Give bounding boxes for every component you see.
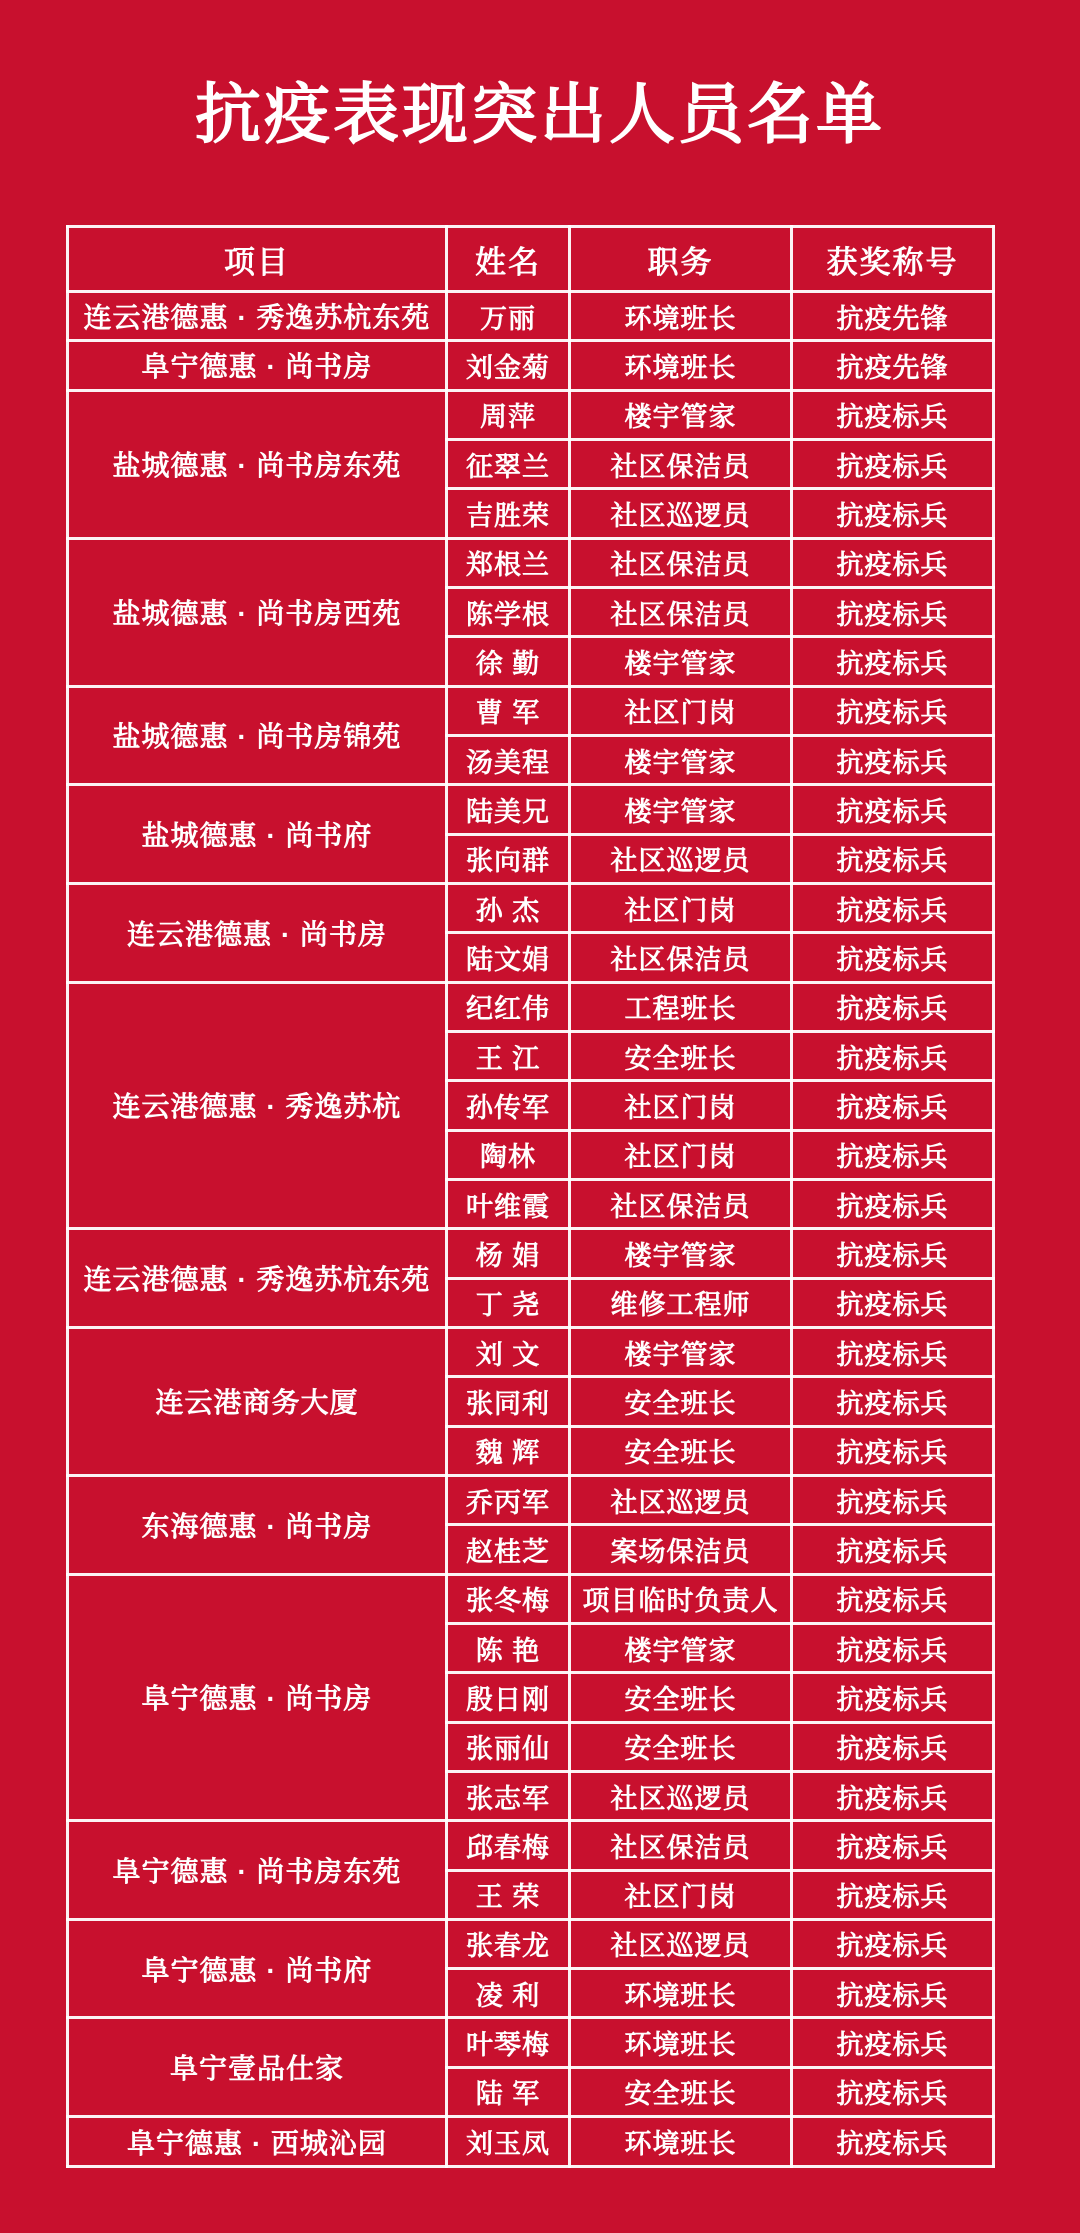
header-project: 项目 [68, 227, 447, 292]
project-cell: 东海德惠 · 尚书房 [68, 1475, 447, 1574]
role-cell: 社区保洁员 [570, 439, 792, 488]
role-cell: 案场保洁员 [570, 1525, 792, 1574]
header-role: 职务 [570, 227, 792, 292]
award-cell: 抗疫标兵 [792, 1870, 994, 1919]
name-cell: 孙传军 [447, 1081, 570, 1130]
name-cell: 邱春梅 [447, 1821, 570, 1870]
award-cell: 抗疫标兵 [792, 1278, 994, 1327]
table-body [68, 292, 994, 2167]
award-cell: 抗疫标兵 [792, 1673, 994, 1722]
name-cell: 徐 勤 [447, 637, 570, 686]
role-cell: 楼宇管家 [570, 735, 792, 784]
name-cell: 张丽仙 [447, 1722, 570, 1771]
name-cell: 陆美兄 [447, 785, 570, 834]
award-cell: 抗疫标兵 [792, 1722, 994, 1771]
award-cell: 抗疫标兵 [792, 1919, 994, 1968]
name-cell: 刘玉凤 [447, 2117, 570, 2167]
award-cell: 抗疫标兵 [792, 834, 994, 883]
award-cell: 抗疫标兵 [792, 1179, 994, 1228]
project-cell: 阜宁德惠 · 尚书房 [68, 1574, 447, 1821]
award-cell: 抗疫先锋 [792, 341, 994, 390]
award-cell: 抗疫标兵 [792, 2018, 994, 2067]
award-cell: 抗疫标兵 [792, 1969, 994, 2018]
role-cell: 安全班长 [570, 1722, 792, 1771]
award-cell: 抗疫标兵 [792, 1031, 994, 1080]
name-cell: 孙 杰 [447, 883, 570, 932]
award-cell: 抗疫标兵 [792, 2067, 994, 2116]
project-cell: 盐城德惠 · 尚书房锦苑 [68, 686, 447, 785]
project-cell: 盐城德惠 · 尚书房西苑 [68, 538, 447, 686]
name-cell: 曹 军 [447, 686, 570, 735]
table-row [68, 1919, 994, 1968]
role-cell: 楼宇管家 [570, 1623, 792, 1672]
project-cell: 连云港德惠 · 秀逸苏杭 [68, 982, 447, 1229]
award-cell: 抗疫标兵 [792, 982, 994, 1031]
role-cell: 社区门岗 [570, 1130, 792, 1179]
role-cell: 社区巡逻员 [570, 489, 792, 538]
name-cell: 丁 尧 [447, 1278, 570, 1327]
project-cell: 阜宁德惠 · 尚书房 [68, 341, 447, 390]
name-cell: 陶林 [447, 1130, 570, 1179]
award-cell: 抗疫标兵 [792, 1229, 994, 1278]
name-cell: 殷日刚 [447, 1673, 570, 1722]
name-cell: 万丽 [447, 292, 570, 341]
page-title: 抗疫表现突出人员名单 [195, 77, 885, 151]
name-cell: 周萍 [447, 390, 570, 439]
role-cell: 社区门岗 [570, 883, 792, 932]
role-cell: 社区保洁员 [570, 1179, 792, 1228]
award-cell: 抗疫标兵 [792, 587, 994, 636]
role-cell: 安全班长 [570, 1377, 792, 1426]
role-cell: 楼宇管家 [570, 1327, 792, 1376]
role-cell: 社区门岗 [570, 686, 792, 735]
role-cell: 社区巡逻员 [570, 834, 792, 883]
role-cell: 安全班长 [570, 2067, 792, 2116]
role-cell: 环境班长 [570, 2018, 792, 2067]
name-cell: 叶琴梅 [447, 2018, 570, 2067]
table-row [68, 686, 994, 735]
role-cell: 项目临时负责人 [570, 1574, 792, 1623]
role-cell: 社区巡逻员 [570, 1919, 792, 1968]
name-cell: 张向群 [447, 834, 570, 883]
name-cell: 征翠兰 [447, 439, 570, 488]
project-cell: 连云港德惠 · 尚书房 [68, 883, 447, 982]
table-row [68, 1821, 994, 1870]
name-cell: 刘金菊 [447, 341, 570, 390]
award-cell: 抗疫标兵 [792, 785, 994, 834]
name-cell: 叶维霞 [447, 1179, 570, 1228]
name-cell: 陈学根 [447, 587, 570, 636]
award-cell: 抗疫标兵 [792, 1377, 994, 1426]
role-cell: 环境班长 [570, 292, 792, 341]
table-row [68, 341, 994, 390]
role-cell: 环境班长 [570, 1969, 792, 2018]
award-cell: 抗疫标兵 [792, 390, 994, 439]
name-cell: 张志军 [447, 1771, 570, 1820]
name-cell: 陆文娟 [447, 933, 570, 982]
name-cell: 刘 文 [447, 1327, 570, 1376]
name-cell: 王 江 [447, 1031, 570, 1080]
project-cell: 阜宁德惠 · 尚书府 [68, 1919, 447, 2018]
header-name: 姓名 [447, 227, 570, 292]
role-cell: 楼宇管家 [570, 785, 792, 834]
award-cell: 抗疫标兵 [792, 883, 994, 932]
project-cell: 连云港商务大厦 [68, 1327, 447, 1475]
role-cell: 环境班长 [570, 341, 792, 390]
role-cell: 社区保洁员 [570, 538, 792, 587]
table-row [68, 538, 994, 587]
table-row [68, 2018, 994, 2067]
award-cell: 抗疫先锋 [792, 292, 994, 341]
table-row [68, 2117, 994, 2167]
table-row [68, 1229, 994, 1278]
role-cell: 楼宇管家 [570, 637, 792, 686]
award-cell: 抗疫标兵 [792, 1426, 994, 1475]
project-cell: 阜宁壹品仕家 [68, 2018, 447, 2117]
header-award: 获奖称号 [792, 227, 994, 292]
award-cell: 抗疫标兵 [792, 1623, 994, 1672]
name-cell: 吉胜荣 [447, 489, 570, 538]
award-cell: 抗疫标兵 [792, 637, 994, 686]
name-cell: 张同利 [447, 1377, 570, 1426]
project-cell: 盐城德惠 · 尚书房东苑 [68, 390, 447, 538]
project-cell: 连云港德惠 · 秀逸苏杭东苑 [68, 292, 447, 341]
table-row [68, 390, 994, 439]
role-cell: 楼宇管家 [570, 390, 792, 439]
role-cell: 楼宇管家 [570, 1229, 792, 1278]
award-cell: 抗疫标兵 [792, 2117, 994, 2167]
award-cell: 抗疫标兵 [792, 489, 994, 538]
project-cell: 阜宁德惠 · 尚书房东苑 [68, 1821, 447, 1920]
project-cell: 阜宁德惠 · 西城沁园 [68, 2117, 447, 2167]
award-cell: 抗疫标兵 [792, 1081, 994, 1130]
name-cell: 杨 娟 [447, 1229, 570, 1278]
role-cell: 社区保洁员 [570, 587, 792, 636]
table-row [68, 1475, 994, 1524]
award-cell: 抗疫标兵 [792, 1475, 994, 1524]
table-row [68, 1574, 994, 1623]
name-cell: 乔丙军 [447, 1475, 570, 1524]
award-cell: 抗疫标兵 [792, 439, 994, 488]
table-row [68, 785, 994, 834]
name-cell: 王 荣 [447, 1870, 570, 1919]
name-cell: 陈 艳 [447, 1623, 570, 1672]
role-cell: 安全班长 [570, 1031, 792, 1080]
role-cell: 环境班长 [570, 2117, 792, 2167]
name-cell: 凌 利 [447, 1969, 570, 2018]
award-cell: 抗疫标兵 [792, 686, 994, 735]
award-cell: 抗疫标兵 [792, 1821, 994, 1870]
role-cell: 工程班长 [570, 982, 792, 1031]
award-cell: 抗疫标兵 [792, 1525, 994, 1574]
award-cell: 抗疫标兵 [792, 1327, 994, 1376]
name-cell: 魏 辉 [447, 1426, 570, 1475]
name-cell: 郑根兰 [447, 538, 570, 587]
award-cell: 抗疫标兵 [792, 538, 994, 587]
table-row [68, 982, 994, 1031]
name-cell: 陆 军 [447, 2067, 570, 2116]
award-cell: 抗疫标兵 [792, 933, 994, 982]
award-cell: 抗疫标兵 [792, 1130, 994, 1179]
table-row [68, 1327, 994, 1376]
name-cell: 纪红伟 [447, 982, 570, 1031]
role-cell: 安全班长 [570, 1673, 792, 1722]
award-cell: 抗疫标兵 [792, 1771, 994, 1820]
name-cell: 汤美程 [447, 735, 570, 784]
award-cell: 抗疫标兵 [792, 1574, 994, 1623]
table-row [68, 292, 994, 341]
name-cell: 张冬梅 [447, 1574, 570, 1623]
name-cell: 赵桂芝 [447, 1525, 570, 1574]
award-cell: 抗疫标兵 [792, 735, 994, 784]
table-header [68, 227, 994, 292]
role-cell: 社区门岗 [570, 1870, 792, 1919]
role-cell: 维修工程师 [570, 1278, 792, 1327]
role-cell: 社区保洁员 [570, 933, 792, 982]
name-cell: 张春龙 [447, 1919, 570, 1968]
table-row [68, 883, 994, 932]
project-cell: 连云港德惠 · 秀逸苏杭东苑 [68, 1229, 447, 1328]
role-cell: 社区巡逻员 [570, 1771, 792, 1820]
role-cell: 社区门岗 [570, 1081, 792, 1130]
project-cell: 盐城德惠 · 尚书府 [68, 785, 447, 884]
role-cell: 社区保洁员 [570, 1821, 792, 1870]
header-row [68, 227, 994, 292]
role-cell: 社区巡逻员 [570, 1475, 792, 1524]
award-table [66, 225, 995, 2168]
role-cell: 安全班长 [570, 1426, 792, 1475]
